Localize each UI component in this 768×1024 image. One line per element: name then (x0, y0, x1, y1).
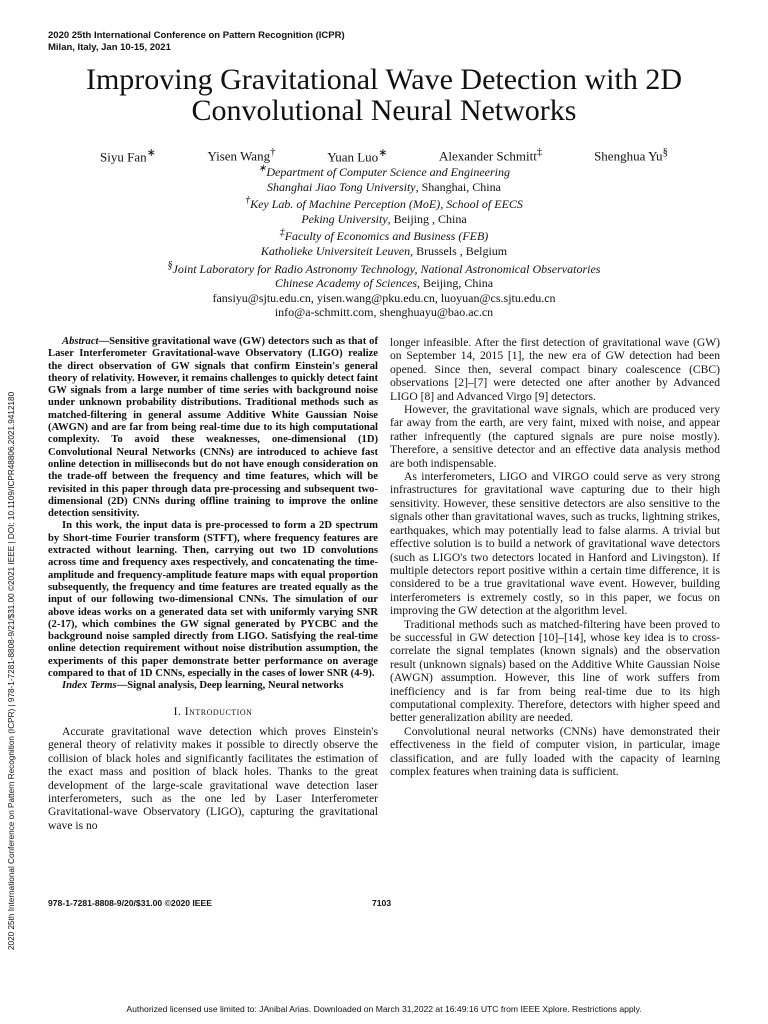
body-paragraph: Convolutional neural networks (CNNs) have demonstrated their effectiveness in the field of computer vision, in particular, image classification, and are fully loaded with the capacity of learning complex features when training data is sufficient. (390, 724, 720, 778)
email-line: info@a-schmitt.com, shenghuayu@bao.ac.cn (274, 305, 494, 320)
right-column (390, 336, 720, 778)
body-paragraph: As interferometers, LIGO and VIRGO could serve as very strong infrastructures for gravitational wave capturing due to their high sensitivity. However, these sensitive detectors are also sensitive to the signals other than gravitational waves, such as trucks, lightning strikes, earthquakes, which may potentially lead to false alarms. A trivial but effective solution is to build a network of gravitational wave detectors (such as LIGO's two detectors located in Hanford and Livingston). If multiple detectors report positive within a certain time difference, it is considered to be a true gravitational wave event. However, building interferometers is extremely costly, so in this paper, we focus on improving the GW detection at the algorithm level. (390, 470, 720, 618)
conference-location: Milan, Italy, Jan 10-15, 2021 (48, 42, 171, 53)
author: Siyu Fan∗ (100, 147, 156, 165)
body-paragraph: Accurate gravitational wave detection which proves Einstein's general theory of relativity makes it possible to directly observe the collision of black holes and significantly facilitates the estimation of the exact mass and position of black holes. Thanks to the great development of the large-scale gravitational wave detection laser interferometers, such as the one led by Laser Interferometer Gravitational-wave Observatory (LIGO), capturing the gravitational wave is no (48, 725, 378, 832)
affiliation-line: Chinese Academy of Sciences, Beijing, China (274, 276, 494, 291)
body-paragraph: However, the gravitational wave signals, which are produced very far away from the earth, are very faint, mixed with noise, and appear rather infrequently (the captured signals are pure noise mostly). Therefore, a sensitive detector and an effective data analysis method are both indispensable. (390, 403, 720, 470)
affiliation-line: Peking University, Beijing , China (301, 211, 467, 226)
left-column (48, 336, 378, 832)
page-number: 7103 (372, 898, 392, 908)
affiliation-line: †Key Lab. of Machine Perception (MoE), School of EECS (245, 195, 523, 212)
doi-sidebar: 2020 25th International Conference on Pattern Recognition (ICPR) | 978-1-7281-8808-9/21/$31.00 ©2021 IEEE | DOI: 10.1109/ICPR48806.2021.9412180 (7, 391, 16, 950)
section-heading: I. Introduction (173, 704, 253, 718)
affiliation-line: §Joint Laboratory for Radio Astronomy Technology, National Astronomical Observatories (167, 259, 601, 276)
abstract-paragraph: Abstract—Sensitive gravitational wave (GW) detectors such as that of Laser Interferometer Gravitational-wave Observatory (LIGO) realize the direct observation of GW signals that confirm Einstein's general theory of relativity. However, it remains challenges to quickly detect faint GW signals from a large number of time series with background noise under unknown probability distributions. Traditional methods such as matched-filtering in general assume Additive White Gaussian Noise (AWGN) and are far from being real-time due to its high computational complexity. To avoid these weaknesses, one-dimensional (1D) Convolutional Neural Networks (CNNs) are introduced to achieve fast online detection in milliseconds but do not have enough consideration on the trade-off between the frequency and time features, which will be revisited in this paper through data pre-processing and subsequent two-dimensional (2D) CNNs during offline training to improve the online detection sensitivity. (48, 336, 378, 520)
affiliation-line: ∗Department of Computer Science and Engineering (257, 163, 510, 179)
affiliations (60, 162, 708, 320)
abstract (48, 336, 378, 680)
body-paragraph: Traditional methods such as matched-filtering have been proved to be successful in GW detection [10]–[14], whose key idea is to cross-correlate the signal templates (known signals) and the observation result (unknown signals) based on the Additive White Gaussian Noise (AWGN) assumption. However, this line of work suffers from inefficiency and is far from being real-time due to its high computational complexity. Therefore, detectors with higher speed and better generalization ability are needed. (390, 617, 720, 725)
affiliation-line: ‡Faculty of Economics and Business (FEB) (279, 227, 489, 244)
license-notice: Authorized licensed use limited to: JAnibal Arias. Downloaded on March 31,2022 at 16:49:16 UTC from IEEE Xplore. Restrictions apply. (126, 1004, 642, 1014)
body-paragraph: longer infeasible. After the first detection of gravitational wave (GW) on September 14, 2015 [1], the new era of GW detection had been opened. Since then, several compact binary coalescence (CBC) observations [2]–[7] were detected one after another by Advanced LIGO [8] and Advanced Virgo [9] detectors. (390, 336, 720, 403)
affiliation-line: Shanghai Jiao Tong University, Shanghai, China (267, 179, 501, 194)
isbn-footer: 978-1-7281-8808-9/20/$31.00 ©2020 IEEE (48, 898, 213, 908)
paper-title: Improving Gravitational Wave Detection with 2D Convolutional Neural Networks (85, 63, 683, 127)
abstract-paragraph: In this work, the input data is pre-processed to form a 2D spectrum by Short-time Fourier transform (STFT), where frequency features are extracted without learning. Then, carrying out two 1D convolutions across time and frequency axes respectively, and concatenating the time-amplitude and frequency-amplitude feature maps with equal proportion subsequently, the frequency and time features are treated equally as the input of our following two-dimensional CNNs. The simulation of our above ideas works on a generated data set with uniformly varying SNR (2-17), which combines the GW signal generated by PYCBC and the background noise sampled directly from LIGO. Satisfying the real-time online detection requirement without noise distribution assumption, the experiments of this paper demonstrate better performance on average compared to that of 1D CNNs, especially in the cases of lower SNR (4-9). (48, 520, 378, 680)
author: Alexander Schmitt‡ (439, 146, 543, 164)
index-terms: Index Terms—Signal analysis, Deep learning, Neural networks (62, 680, 344, 692)
conference-name: 2020 25th International Conference on Pattern Recognition (ICPR) (48, 30, 345, 41)
conference-header (48, 30, 345, 54)
affiliation-line: Katholieke Universiteit Leuven, Brussels , Belgium (260, 243, 508, 258)
author: Yisen Wang† (207, 146, 276, 164)
author: Shenghua Yu§ (594, 146, 668, 164)
email-line: fansiyu@sjtu.edu.cn, yisen.wang@pku.edu.cn, luoyuan@cs.sjtu.edu.cn (212, 290, 556, 305)
author: Yuan Luo∗ (327, 147, 388, 165)
